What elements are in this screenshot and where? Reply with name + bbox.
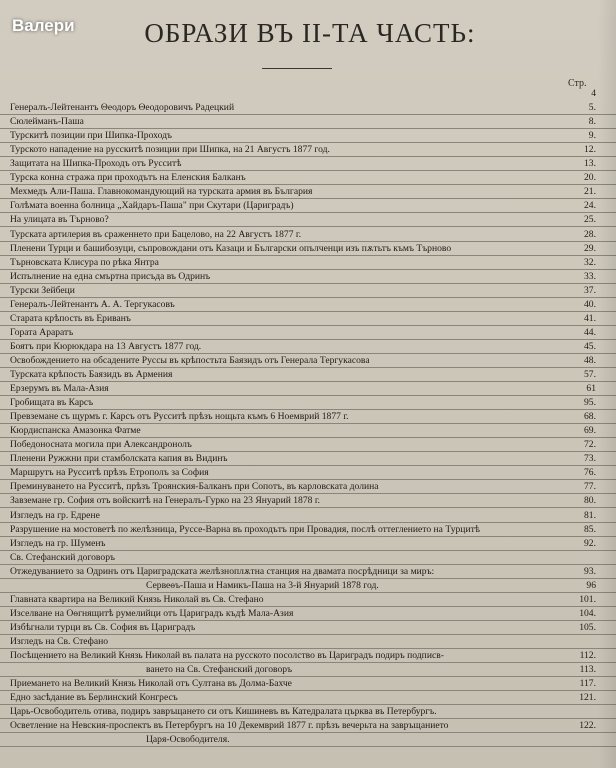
toc-entry-title: Царь-Освободитель отива, подиръ завръщането си отъ Кишиневъ въ Катедралата църква въ Петербургъ. [10, 706, 437, 718]
toc-entry-page: 77. [584, 481, 596, 493]
toc-row [0, 269, 616, 284]
toc-entry-title: На улицата въ Търново? [10, 214, 109, 226]
toc-entry-title: Отжедуванието за Одринъ отъ Цариградската желѣзноплѫтна станция на двамата посрѣдници за миръ: [10, 565, 435, 577]
toc-row [0, 437, 616, 452]
toc-entry-page: 72. [584, 439, 596, 451]
toc-row [0, 395, 616, 410]
toc-entry-page: 112. [579, 650, 596, 661]
toc-row [0, 508, 616, 523]
toc-row [0, 550, 616, 565]
toc-row [0, 339, 616, 354]
toc-entry-page: 80. [584, 495, 596, 507]
toc-row [0, 227, 616, 242]
toc-entry-page: 68. [584, 411, 596, 423]
toc-row [0, 283, 616, 298]
toc-entry-page: 122. [579, 720, 596, 732]
toc-entry-title: Осветление на Невския-проспектъ въ Петербургъ на 10 Декемврий 1877 г. прѣзъ вечерьта на завръщанието [10, 720, 449, 732]
toc-row [0, 465, 616, 480]
toc-entry-title: Боятъ при Кюрюкдара на 13 Августъ 1877 год. [10, 340, 202, 352]
toc-entry-title: Посѣщението на Великий Князь Николай въ палата на русското посолство въ Цариградъ подиръ подписв- [10, 650, 444, 661]
toc-entry-title: Избѣгнали турци въ Св. София въ Цариградъ [10, 621, 196, 633]
toc-entry-title: Изгледъ на гр. Едрене [10, 509, 100, 521]
toc-entry-title: Победоносната могила при Александронолъ [10, 439, 192, 451]
toc-row [0, 311, 616, 326]
toc-row [0, 522, 616, 537]
toc-entry-title: Търновската Клисура по рѣка Янтра [10, 256, 159, 268]
toc-row [0, 198, 616, 213]
toc-entry-title: Старата крѣпость въ Ериванъ [10, 312, 131, 324]
toc-entry-title: Защитата на Шипка-Проходъ отъ Русситѣ [10, 158, 182, 170]
toc-row [0, 718, 616, 733]
toc-row [0, 451, 616, 466]
toc-entry-title: Сервеѳъ-Паша и Намикъ-Паша на 3-й Януарий 1878 год. [146, 579, 379, 591]
toc-row [0, 578, 616, 593]
toc-row [0, 620, 616, 635]
toc-entry-title: Св. Стефанский договоръ [10, 551, 115, 563]
toc-entry-title: Гората Араратъ [10, 326, 74, 338]
toc-entry-title: Турската артилерия въ сраженнето при Бацелово, на 22 Августъ 1877 г. [10, 228, 302, 240]
toc-entry-title: Турски Зейбеци [10, 284, 75, 296]
toc-entry-title: Ерзерумъ въ Мала-Азия [10, 383, 109, 395]
toc-entry-page: 57. [584, 369, 596, 380]
toc-row [0, 86, 616, 100]
toc-entry-page: 81. [584, 509, 596, 521]
toc-row [0, 634, 616, 649]
toc-entry-page: 24. [584, 200, 596, 212]
toc-entry-title: Турскитѣ позиции при Шипка-Проходъ [10, 130, 172, 142]
toc-row [0, 184, 616, 199]
toc-entry-page: 105. [579, 621, 596, 633]
toc-entry-page: 12. [584, 144, 596, 156]
toc-row [0, 367, 616, 382]
toc-entry-title: Генералъ-Лейтенантъ А. А. Тергукасовъ [10, 298, 175, 310]
toc-entry-title: Голѣмата военна болница „Хайдаръ-Паша" при Скутари (Цариградъ) [10, 200, 294, 212]
toc-entry-page: 20. [584, 172, 596, 184]
toc-row [0, 704, 616, 719]
toc-row [0, 732, 616, 747]
toc-row [0, 128, 616, 143]
page-column-label: Стр. [568, 78, 587, 89]
toc-entry-title: Генералъ-Лейтенантъ Θеодоръ Θеодоровичъ Радецкий [10, 102, 235, 114]
toc-entry-page: 5. [588, 102, 596, 114]
toc-entry-title: Завземане гр. София отъ войскитѣ на Генералъ-Гурко на 23 Януарий 1878 г. [10, 495, 321, 507]
toc-row [0, 353, 616, 368]
toc-entry-title: Разрушение на мостоветѣ по желѣзница, Руссе-Варна въ проходътъ при Провадия, послѣ оттеглението на Турцитѣ [10, 523, 480, 535]
toc-entry-title: Испълнение на една смъртна присъда въ Одринъ [10, 270, 211, 282]
toc-entry-page: 25. [584, 214, 596, 226]
toc-entry-page: 61 [586, 383, 596, 395]
toc-entry-title: Главната квартира на Великий Князь Николай въ Св. Стефано [10, 593, 264, 605]
watermark-label: Валери [12, 16, 75, 35]
toc-entry-page: 48. [584, 354, 596, 366]
toc-entry-page: 92. [584, 537, 596, 549]
toc-entry-title: Маршрутъ на Русситѣ прѣзъ Етрополъ за София [10, 467, 209, 479]
toc-entry-title: Превземане съ щурмъ г. Карсъ отъ Русситѣ прѣзъ нощьта къмъ 6 Ноемврий 1877 г. [10, 411, 349, 423]
toc-entry-page: 117. [579, 678, 596, 690]
toc-row [0, 690, 616, 705]
toc-entry-title: Турското нападение на русскитѣ позиции при Шипка, на 21 Августъ 1877 год. [10, 144, 330, 156]
toc-row [0, 409, 616, 424]
toc-entry-page: 21. [584, 186, 596, 198]
toc-row [0, 536, 616, 551]
toc-entry-page: 95. [584, 397, 596, 409]
toc-entry-title: Едно засѣдание въ Берлинский Конгресъ [10, 692, 178, 704]
toc-entry-page: 40. [584, 298, 596, 310]
page-title: ОБРАЗИ ВЪ II-ТА ЧАСТЬ: [144, 18, 476, 48]
toc-entry-page: 29. [584, 242, 596, 254]
toc-row [0, 170, 616, 185]
toc-entry-title: Мехмедъ Али-Паша. Главнокомандующий на турската армия въ България [10, 186, 313, 198]
toc-entry-title: Изгледъ на Св. Стефано [10, 635, 109, 647]
toc-row [0, 142, 616, 157]
toc-entry-page: 41. [584, 312, 596, 324]
toc-entry-page: 28. [584, 228, 596, 240]
toc-entry-page: 37. [584, 284, 596, 296]
toc-entry-page: 32. [584, 256, 596, 268]
toc-entry-title: Турска конна стража при проходътъ на Еленския Балканъ [10, 172, 246, 184]
toc-entry-title: ването на Св. Стефанский договоръ [146, 664, 293, 676]
toc-entry-page: 33. [584, 270, 596, 282]
toc-entry-title: Кюрдиспанска Амазонка Фатме [10, 425, 141, 437]
toc-entry-title: Турската крѣпость Баязидъ въ Армения [10, 369, 173, 380]
toc-row [0, 662, 616, 677]
toc-entry-page: 45. [584, 340, 596, 352]
toc-entry-page: 85. [584, 523, 596, 535]
toc-entry-title: Сюлейманъ-Паша [10, 116, 84, 128]
toc-row [0, 423, 616, 438]
toc-row [0, 255, 616, 270]
toc-entry-page: 13. [584, 158, 596, 170]
toc-entry-page: 4 [591, 88, 596, 99]
toc-entry-page: 44. [584, 326, 596, 338]
toc-entry-title: Преминуването на Русситѣ, прѣзъ Троянския-Балканъ при Сопотъ, въ карловската долина [10, 481, 379, 493]
page-edge-shadow [598, 0, 616, 768]
toc-row [0, 564, 616, 579]
toc-row [0, 212, 616, 227]
toc-entry-title: Изселване на Оѳгнящитѣ румелийци отъ Цариградъ къдѣ Мала-Азия [10, 607, 294, 619]
toc-entry-title: Приемането на Великий Князь Николай отъ Султана въ Долма-Бахче [10, 678, 292, 690]
toc-entry-page: 8. [588, 116, 596, 128]
toc-entry-page: 69. [584, 425, 596, 437]
toc-row [0, 479, 616, 494]
toc-entry-title: Царя-Освободителя. [146, 734, 230, 746]
toc-row [0, 297, 616, 312]
toc-row [0, 325, 616, 340]
toc-entry-page: 9. [588, 130, 596, 142]
toc-entry-page: 104. [579, 607, 596, 619]
toc-entry-title: Пленени Турци и башибозуци, съпровождани отъ Казаци и Български опълченци изъ пѫтьтъ къмъ Търново [10, 242, 452, 254]
toc-entry-page: 93. [584, 565, 596, 577]
toc-row [0, 156, 616, 171]
toc-entry-page: 76. [584, 467, 596, 479]
toc-entry-page: 101. [579, 593, 596, 605]
toc-row [0, 114, 616, 129]
toc-entry-page: 96 [586, 579, 596, 591]
toc-row [0, 241, 616, 256]
toc-entry-title: Освобождението на обсадените Руссы въ крѣпостьта Баязидъ отъ Генерала Тергукасова [10, 354, 370, 366]
toc-row [0, 676, 616, 691]
toc-entry-page: 113. [579, 664, 596, 676]
toc-row [0, 381, 616, 396]
toc-row [0, 493, 616, 508]
toc-row [0, 606, 616, 621]
toc-entry-title: Пленени Ружжни при стамболската капия въ Видинъ [10, 453, 228, 465]
toc-entry-page: 121. [579, 692, 596, 704]
toc-row [0, 100, 616, 115]
toc-entry-page: 73. [584, 453, 596, 465]
toc-entry-title: Гробищата въ Карсъ [10, 397, 94, 409]
toc-row [0, 592, 616, 607]
toc-row [0, 648, 616, 663]
toc-entry-title: Изгледъ на гр. Шуменъ [10, 537, 106, 549]
